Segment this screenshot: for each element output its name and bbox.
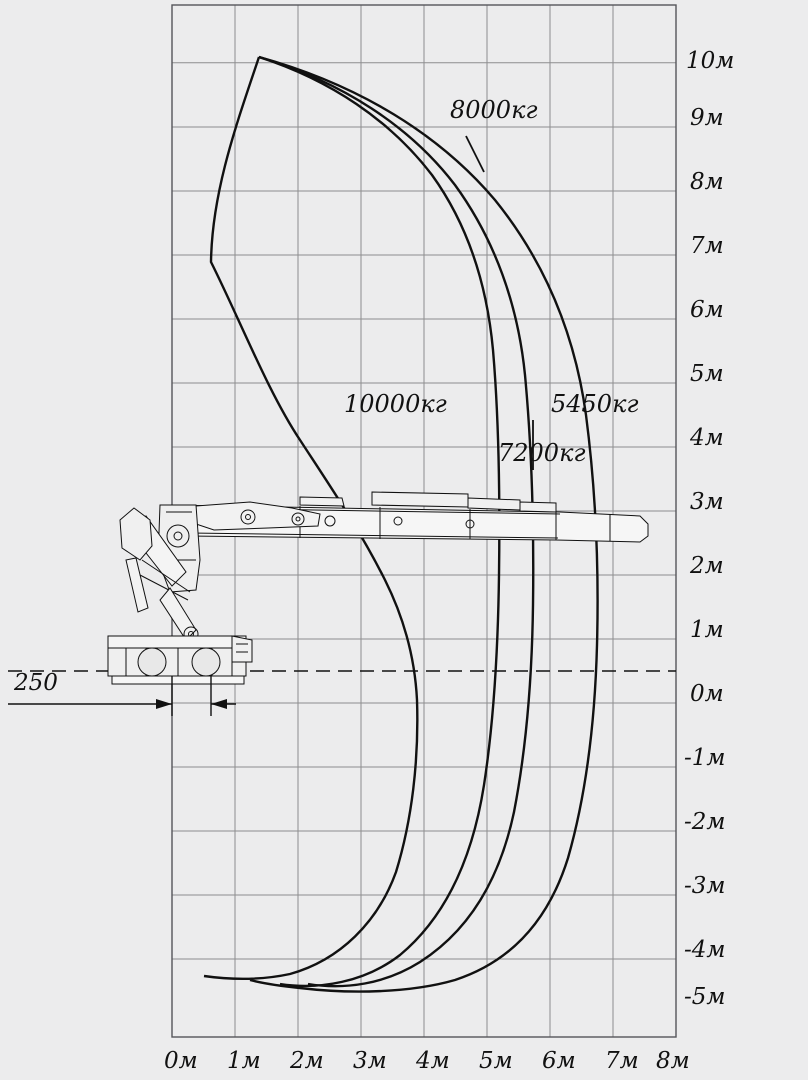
curve-label-7200: 7200кг	[498, 439, 586, 467]
y-label-7m: 7м	[690, 233, 724, 259]
x-label-2m: 2м	[290, 1048, 324, 1074]
y-label-minus5m: -5м	[684, 984, 726, 1010]
y-label-6m: 6м	[690, 297, 724, 323]
y-label-1m: 1м	[690, 617, 724, 643]
x-label-1m: 1м	[227, 1048, 261, 1074]
curve-label-5450: 5450кг	[551, 390, 639, 418]
y-label-2m: 2м	[690, 553, 724, 579]
curve-label-8000: 8000кг	[450, 96, 538, 124]
curve-label-10000: 10000кг	[344, 390, 447, 418]
x-label-3m: 3м	[353, 1048, 387, 1074]
x-label-6m: 6м	[542, 1048, 576, 1074]
y-label-10m: 10м	[686, 48, 735, 74]
y-label-minus3m: -3м	[684, 873, 726, 899]
y-label-3m: 3м	[690, 489, 724, 515]
y-label-5m: 5м	[690, 361, 724, 387]
y-label-minus1m: -1м	[684, 745, 726, 771]
x-label-5m: 5м	[479, 1048, 513, 1074]
offset-dimension-label: 250	[14, 670, 58, 696]
x-label-0m: 0м	[164, 1048, 198, 1074]
x-label-4m: 4м	[416, 1048, 450, 1074]
y-label-4m: 4м	[690, 425, 724, 451]
x-label-7m: 7м	[605, 1048, 639, 1074]
y-label-8m: 8м	[690, 169, 724, 195]
y-label-0m: 0м	[690, 681, 724, 707]
x-label-8m: 8м	[656, 1048, 690, 1074]
y-label-9m: 9м	[690, 105, 724, 131]
y-label-minus2m: -2м	[684, 809, 726, 835]
y-label-minus4m: -4м	[684, 937, 726, 963]
